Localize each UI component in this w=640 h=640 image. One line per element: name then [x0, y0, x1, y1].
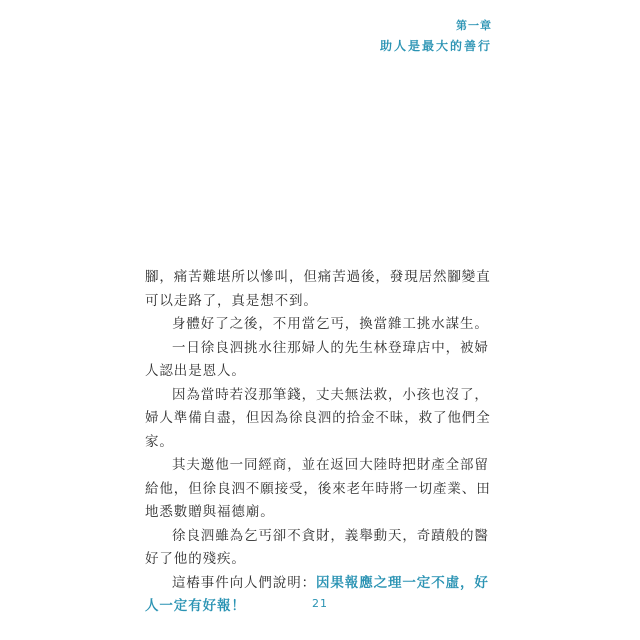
paragraph: 徐良泗雖為乞丐卻不貪財，義舉動天，奇蹟般的醫好了他的殘疾。: [145, 527, 489, 567]
chapter-number: 第一章: [456, 19, 492, 32]
paragraph: 因為當時若沒那筆錢，丈夫無法救，小孩也沒了，婦人準備自盡，但因為徐良泗的拾金不昧，救了他們全家。: [145, 386, 491, 450]
final-paragraph-text: 這樁事件向人們說明：: [172, 574, 316, 591]
final-paragraph: [145, 572, 497, 619]
paragraph: 其夫邀他一同經商，並在返回大陸時把財產全部留給他，但徐良泗不願接受，後來老年時將一切產業、田地悉數贈與福德廟。: [145, 457, 491, 520]
paragraph: 身體好了之後，不用當乞丐，換當雜工挑水謀生。: [172, 316, 489, 332]
moral-highlight: 因果報應之理一定不虛，好人一定有好報！: [145, 574, 489, 614]
chapter-title: 助人是最大的善行: [379, 39, 492, 53]
chapter-header: [380, 18, 492, 54]
paragraph-continuation: 腳，痛苦難堪所以慘叫，但痛苦過後，發現居然腳變直可以走路了，真是想不到。: [145, 269, 491, 309]
paragraph: 一日徐良泗挑水往那婦人的先生林登瑋店中，被婦人認出是恩人。: [145, 339, 489, 379]
page-number: 21: [312, 597, 328, 610]
body-text: [145, 266, 497, 619]
